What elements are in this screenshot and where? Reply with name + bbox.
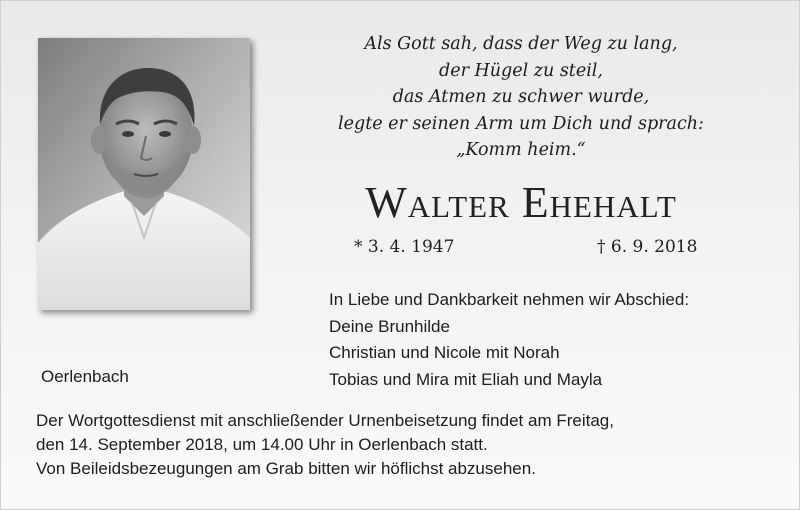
death-date: † 6. 9. 2018	[597, 237, 698, 257]
mourners-line: In Liebe und Dankbarkeit nehmen wir Abschied:	[329, 290, 690, 309]
verse	[331, 31, 711, 164]
mourners-line: Deine Brunhilde	[329, 316, 450, 336]
mourners-line: Tobias und Mira mit Eliah und Mayla	[329, 369, 603, 389]
verse-line: der Hügel zu steil,	[439, 60, 603, 81]
verse-line: Als Gott sah, dass der Weg zu lang,	[364, 34, 678, 54]
mourners-line: Christian und Nicole mit Norah	[329, 343, 560, 362]
service-notice	[36, 409, 614, 481]
service-line: Von Beileidsbezeugungen am Grab bitten wir höflichst abzusehen.	[36, 459, 536, 478]
deceased-name: Walter Ehehalt	[365, 178, 677, 227]
portrait-photo	[38, 38, 250, 310]
verse-line: „Komm heim.“	[456, 140, 586, 160]
birth-date: * 3. 4. 1947	[354, 237, 455, 257]
place-name: Oerlenbach	[41, 367, 129, 386]
verse-line: das Atmen zu schwer wurde,	[392, 87, 650, 107]
portrait-photo-grayscale-icon	[38, 38, 250, 310]
verse-line: legte er seinen Arm um Dich und sprach:	[338, 113, 704, 134]
service-line: den 14. September 2018, um 14.00 Uhr in Oerlenbach statt.	[36, 435, 488, 454]
service-line: Der Wortgottesdienst mit anschließender Urnenbeisetzung findet am Freitag,	[36, 411, 614, 430]
mourners-list	[329, 287, 689, 393]
